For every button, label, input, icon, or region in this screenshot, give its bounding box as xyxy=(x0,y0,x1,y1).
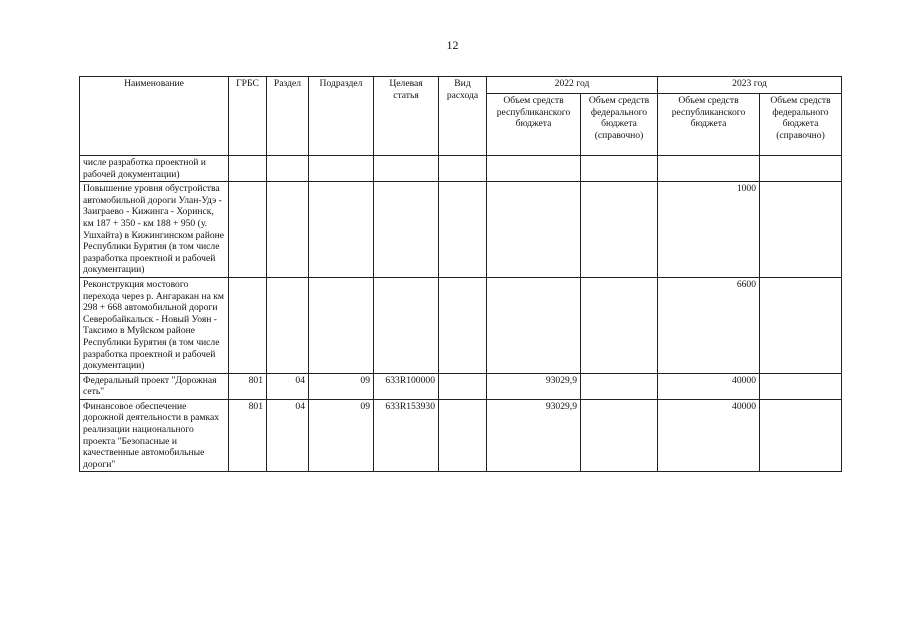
row-fed-2023 xyxy=(760,156,842,182)
header-razdel: Раздел xyxy=(267,77,309,156)
row-vid-rashoda xyxy=(439,373,487,399)
header-row-top xyxy=(80,77,842,94)
header-rep-2023: Объем средств республиканского бюджета xyxy=(658,94,760,156)
row-celevaya-statya: 633R153930 xyxy=(374,399,439,472)
row-podrazdel: 09 xyxy=(309,373,374,399)
header-podrazdel: Подраздел xyxy=(309,77,374,156)
page-number: 12 xyxy=(446,38,459,52)
row-fed-2023 xyxy=(760,373,842,399)
row-vid-rashoda xyxy=(439,399,487,472)
row-celevaya-statya xyxy=(374,277,439,373)
row-rep-2023: 1000 xyxy=(658,182,760,278)
row-celevaya-statya xyxy=(374,182,439,278)
row-rep-2022 xyxy=(487,182,581,278)
row-rep-2022: 93029,9 xyxy=(487,373,581,399)
row-podrazdel xyxy=(309,277,374,373)
header-year-2023: 2023 год xyxy=(658,77,842,94)
row-fed-2022 xyxy=(581,373,658,399)
row-celevaya-statya xyxy=(374,156,439,182)
row-razdel: 04 xyxy=(267,373,309,399)
header-grbs: ГРБС xyxy=(229,77,267,156)
row-podrazdel xyxy=(309,156,374,182)
row-rep-2023: 6600 xyxy=(658,277,760,373)
row-fed-2022 xyxy=(581,182,658,278)
row-name: Реконструкция мостового перехода через р. Ангаракан на км 298 + 668 автомобильной дороги Северобайкальск - Новый Уоян - Таксимо в Муйском районе Республики Бурятия (в том числе разработка проектной и рабочей документации) xyxy=(80,277,229,373)
table-row xyxy=(80,182,842,278)
row-fed-2022 xyxy=(581,277,658,373)
header-fed-2023: Объем средств федерального бюджета (справочно) xyxy=(760,94,842,156)
row-grbs: 801 xyxy=(229,399,267,472)
row-fed-2023 xyxy=(760,399,842,472)
row-razdel xyxy=(267,182,309,278)
row-fed-2022 xyxy=(581,156,658,182)
row-rep-2023: 40000 xyxy=(658,399,760,472)
row-grbs: 801 xyxy=(229,373,267,399)
row-razdel xyxy=(267,156,309,182)
header-name: Наименование xyxy=(80,77,229,156)
row-rep-2022 xyxy=(487,277,581,373)
header-vid-rashoda: Вид расхода xyxy=(439,77,487,156)
row-grbs xyxy=(229,156,267,182)
row-podrazdel xyxy=(309,182,374,278)
row-fed-2023 xyxy=(760,277,842,373)
row-name: Федеральный проект "Дорожная сеть" xyxy=(80,373,229,399)
row-celevaya-statya: 633R100000 xyxy=(374,373,439,399)
header-celevaya-statya: Целевая статья xyxy=(374,77,439,156)
table-row xyxy=(80,373,842,399)
row-rep-2022 xyxy=(487,156,581,182)
row-razdel: 04 xyxy=(267,399,309,472)
header-rep-2022: Объем средств республиканского бюджета xyxy=(487,94,581,156)
row-vid-rashoda xyxy=(439,182,487,278)
row-grbs xyxy=(229,277,267,373)
row-name: Финансовое обеспечение дорожной деятельности в рамках реализации национального проекта "Безопасные и качественные автомобильные дороги" xyxy=(80,399,229,472)
header-year-2022: 2022 год xyxy=(487,77,658,94)
table-row xyxy=(80,277,842,373)
table-row xyxy=(80,156,842,182)
row-fed-2022 xyxy=(581,399,658,472)
row-grbs xyxy=(229,182,267,278)
row-vid-rashoda xyxy=(439,156,487,182)
row-razdel xyxy=(267,277,309,373)
row-name: числе разработка проектной и рабочей документации) xyxy=(80,156,229,182)
row-rep-2023 xyxy=(658,156,760,182)
row-rep-2022: 93029,9 xyxy=(487,399,581,472)
row-vid-rashoda xyxy=(439,277,487,373)
table-row xyxy=(80,399,842,472)
row-podrazdel: 09 xyxy=(309,399,374,472)
row-fed-2023 xyxy=(760,182,842,278)
budget-table xyxy=(79,76,842,472)
row-rep-2023: 40000 xyxy=(658,373,760,399)
header-fed-2022: Объем средств федерального бюджета (справочно) xyxy=(581,94,658,156)
row-name: Повышение уровня обустройства автомобильной дороги Улан-Удэ - Заиграево - Кижинга - Хоринск, км 187 + 350 - км 188 + 950 (у. Ушхайта) в Кижингинском районе Республики Бурятия (в том числе разработка проектной и рабочей документации) xyxy=(80,182,229,278)
